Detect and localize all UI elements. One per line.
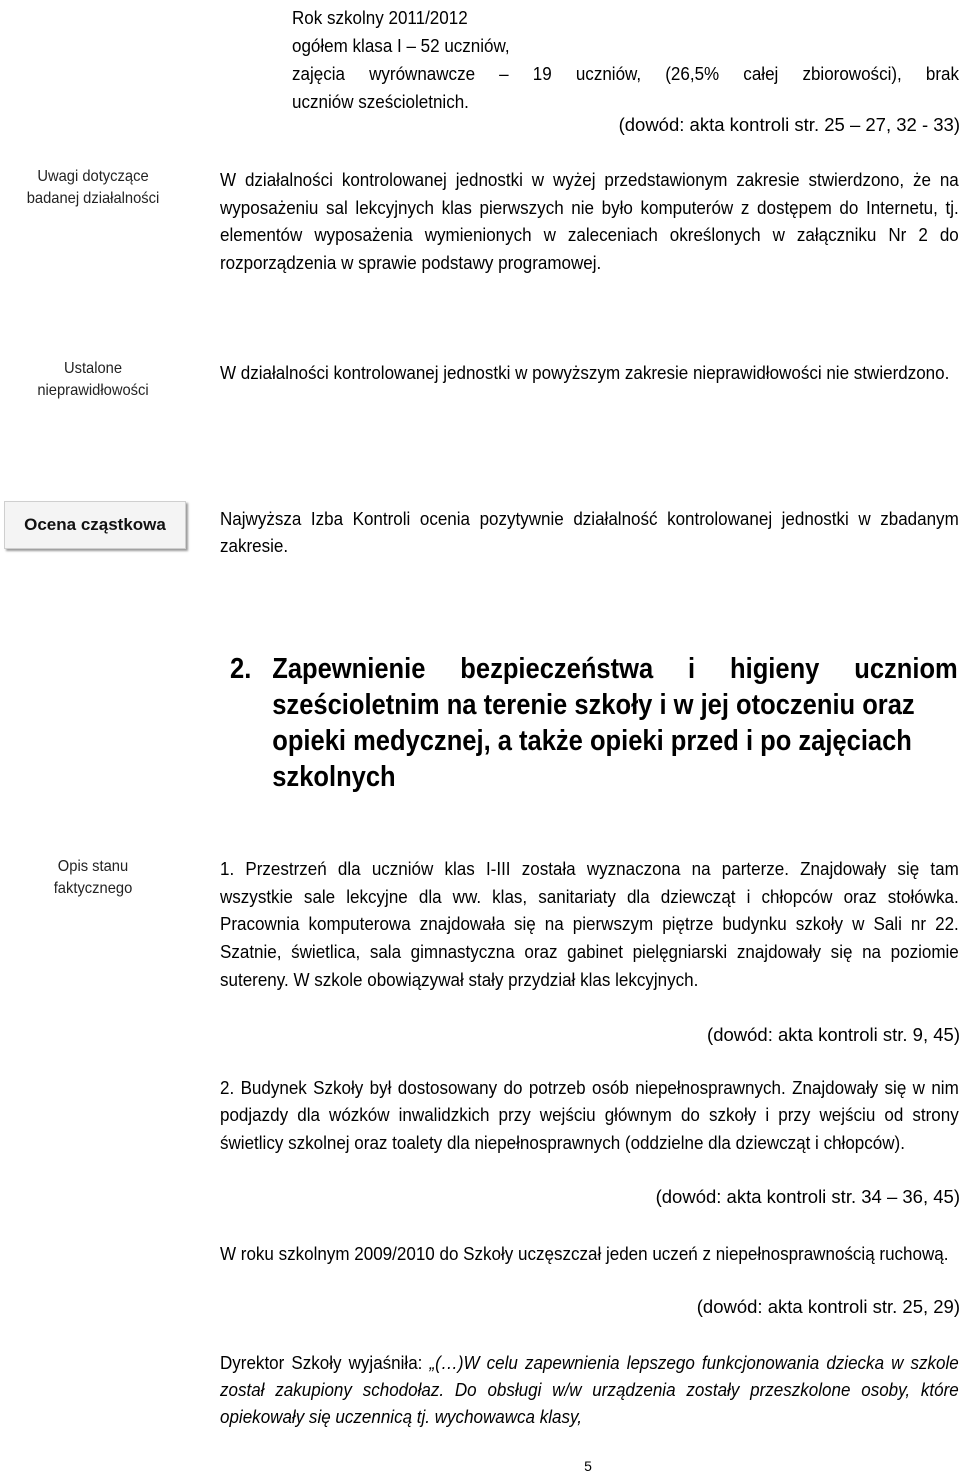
opis-paragraph-3: W roku szkolnym 2009/2010 do Szkoły uczęszczał jeden uczeń z niepełnosprawnością ruchową. <box>220 1243 949 1264</box>
opis-paragraph-2-evidence: (dowód: akta kontroli str. 34 – 36, 45) <box>655 1186 960 1207</box>
top-line-2: ogółem klasa I – 52 uczniów, <box>292 35 510 56</box>
ustalone-label-line2: nieprawidłowości <box>37 382 149 399</box>
opis-paragraph-1: 1. Przestrzeń dla uczniów klas I-III została wyznaczona na parterze. Znajdowały się tam wszystkie sale lekcyjne dla ww. klas, sanitariaty dla dziewcząt i chłopców oraz stołówka. Pracownia komputerowa znajdowała się na pierwszym piętrze budynku szkoły w Sali nr 22. Szatnie, świetlica, sala gimnastyczna oraz gabinet pielęgniarski znajdowały się na poziomie sutereny. W szkole obowiązywał stały przydział klas lekcyjnych. <box>220 858 959 990</box>
top-line-3: zajęcia wyrównawcze – 19 uczniów, (26,5% całej zbiorowości), brak <box>292 63 959 84</box>
uwagi-label-line2: badanej działalności <box>26 190 160 207</box>
section-2-title-line4: szkolnych <box>272 761 396 793</box>
top-block <box>292 4 959 116</box>
section-2-number: 2. <box>230 653 252 685</box>
opis-paragraph-1-evidence: (dowód: akta kontroli str. 9, 45) <box>707 1024 960 1045</box>
top-evidence: (dowód: akta kontroli str. 25 – 27, 32 - 33) <box>618 114 960 135</box>
ustalone-label-line1: Ustalone <box>63 360 123 377</box>
opis-paragraph-4 <box>220 1349 959 1430</box>
uwagi-label <box>7 166 178 210</box>
section-2-title-line2: sześcioletnim na terenie szkoły i w jej otoczeniu oraz <box>272 689 915 721</box>
opis-paragraph-3-evidence: (dowód: akta kontroli str. 25, 29) <box>696 1296 960 1317</box>
opis-paragraph-4-intro: Dyrektor Szkoły wyjaśniła: <box>220 1352 430 1373</box>
ocena-czastkowa-box <box>4 501 186 549</box>
ocena-text: Najwyższa Izba Kontroli ocenia pozytywnie działalność kontrolowanej jednostki w zbadanym zakresie. <box>220 508 959 556</box>
ustalone-label <box>7 358 178 402</box>
opis-paragraph-4-quote: „(…)W celu zapewnienia lepszego funkcjonowania dziecka w szkole został zakupiony schodołaz. Do obsługi w/w urządzenia zostały przeszkolone osoby, które opiekowały się uczennicą tj. wychowawca klasy, <box>220 1352 959 1427</box>
section-2-title-line1: Zapewnienie bezpieczeństwa i higieny uczniom <box>272 653 958 685</box>
section-2-title-line3: opieki medycznej, a także opieki przed i po zajęciach <box>272 725 912 757</box>
top-line-4: uczniów sześcioletnich. <box>292 91 469 112</box>
section-2-heading <box>230 651 958 795</box>
opis-paragraph-2: 2. Budynek Szkoły był dostosowany do potrzeb osób niepełnosprawnych. Znajdowały się w nim podjazdy dla wózków inwalidzkich przy wejściu głównym do szkoły i przy wejściu od strony świetlicy szkolnej oraz toalety dla niepełnosprawnych (oddzielne dla dziewcząt i chłopców). <box>220 1077 959 1153</box>
opis-label <box>7 856 178 900</box>
opis-label-line2: faktycznego <box>53 880 133 897</box>
top-line-1: Rok szkolny 2011/2012 <box>292 7 468 28</box>
uwagi-label-line1: Uwagi dotyczące <box>37 168 149 185</box>
page-number: 5 <box>584 1458 592 1474</box>
uwagi-text: W działalności kontrolowanej jednostki w wyżej przedstawionym zakresie stwierdzono, że na wyposażeniu sal lekcyjnych klas pierwszych nie było komputerów z dostępem do Internetu, tj. elementów wyposażenia wymienionych w zaleceniach określonych w załączniku Nr 2 do rozporządzenia w sprawie podstawy programowej. <box>220 169 959 273</box>
ocena-czastkowa-label: Ocena cząstkowa <box>24 515 166 534</box>
ustalone-text: W działalności kontrolowanej jednostki w powyższym zakresie nieprawidłowości nie stwierdzono. <box>220 362 950 383</box>
opis-label-line1: Opis stanu <box>57 858 129 875</box>
